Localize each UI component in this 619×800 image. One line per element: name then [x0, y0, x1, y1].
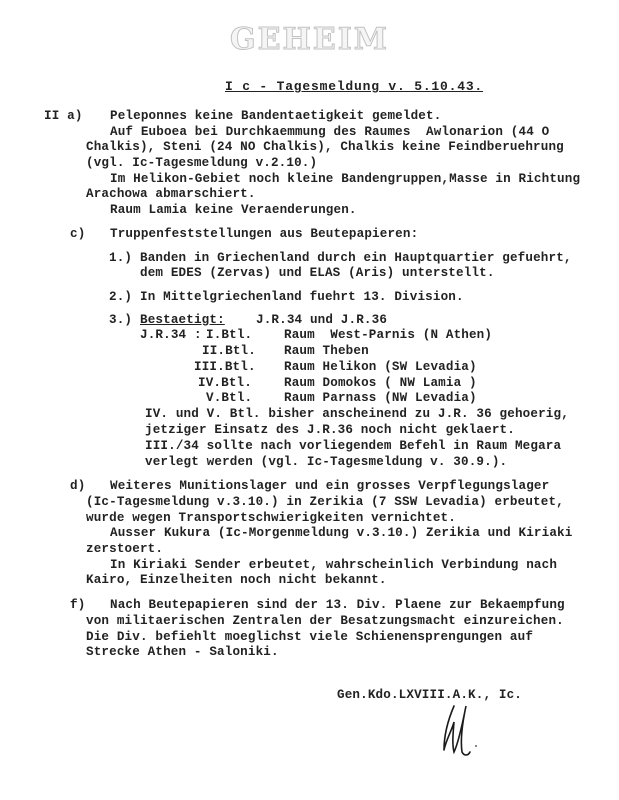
handwritten-signature-icon: [436, 700, 496, 760]
section-d-line: Ausser Kukura (Ic-Morgenmeldung v.3.10.) Zerikia und Kiriaki: [110, 526, 573, 540]
item-1-line: Banden in Griechenland durch ein Hauptquartier gefuehrt,: [140, 251, 572, 265]
battalion-location: Raum Theben: [284, 344, 369, 358]
section-d-line: Weiteres Munitionslager und ein grosses Verpflegungslager: [110, 479, 550, 493]
battalion-name: II.Btl.: [202, 344, 256, 358]
section-d-line: In Kiriaki Sender erbeutet, wahrscheinlich Verbindung nach: [110, 558, 558, 572]
section-d-label: d): [70, 479, 86, 493]
section-a-line: (vgl. Ic-Tagesmeldung v.2.10.): [86, 156, 318, 170]
item-1-label: 1.): [109, 251, 133, 265]
battalion-name: V.Btl.: [206, 391, 253, 405]
battalion-name: IV.Btl.: [198, 376, 252, 390]
secret-stamp: GEHEIM: [230, 22, 389, 57]
section-d-line: Kairo, Einzelheiten noch nicht bekannt.: [86, 573, 387, 587]
battalion-location: Raum Helikon (SW Levadia): [284, 360, 477, 374]
item-3-label: 3.): [109, 313, 133, 327]
section-d-line: zerstoert.: [86, 542, 164, 556]
signature-block: Gen.Kdo.LXVIII.A.K., Ic.: [337, 688, 522, 702]
section-f-line: Die Div. befiehlt moeglichst viele Schienensprengungen auf: [86, 630, 534, 644]
section-f-line: Strecke Athen - Saloniki.: [86, 645, 279, 659]
section-c-heading: Truppenfeststellungen aus Beutepapieren:: [110, 227, 419, 241]
item-3-note: IV. und V. Btl. bisher anscheinend zu J.R. 36 gehoerig,: [145, 407, 569, 421]
item-2-label: 2.): [109, 290, 133, 304]
battalion-location: Raum Parnass (NW Levadia): [284, 391, 477, 405]
section-a-line: Auf Euboea bei Durchkaemmung des Raumes Awlonarion (44 O: [110, 125, 550, 139]
battalion-name: I.Btl.: [206, 328, 253, 342]
battalion-location: Raum Domokos ( NW Lamia ): [284, 376, 477, 390]
section-a-line: Peleponnes keine Bandentaetigkeit gemeldet.: [110, 109, 442, 123]
section-a-line: Raum Lamia keine Veraenderungen.: [110, 203, 357, 217]
section-f-label: f): [70, 598, 86, 612]
section-f-line: Nach Beutepapieren sind der 13. Div. Plaene zur Bekaempfung: [110, 598, 565, 612]
item-3-note: verlegt werden (vgl. Ic-Tagesmeldung v. 30.9.).: [145, 455, 508, 469]
battalion-location: Raum West-Parnis (N Athen): [284, 328, 493, 342]
section-a-line: Chalkis), Steni (24 NO Chalkis), Chalkis keine Feindberuehrung: [86, 140, 564, 154]
section-a-line: Arachowa abmarschiert.: [86, 187, 256, 201]
section-d-line: (Ic-Tagesmeldung v.3.10.) in Zerikia (7 SSW Levadia) erbeutet,: [86, 495, 564, 509]
regiment-label: J.R.34 :: [140, 328, 202, 342]
section-c-label: c): [70, 227, 86, 241]
battalion-name: III.Btl.: [194, 360, 256, 374]
document-title: I c - Tagesmeldung v. 5.10.43.: [225, 79, 484, 94]
item-2-text: In Mittelgriechenland fuehrt 13. Division.: [140, 290, 464, 304]
item-3-confirmed: Bestaetigt:: [140, 313, 225, 327]
item-3-note: jetziger Einsatz des J.R.36 noch nicht geklaert.: [145, 423, 515, 437]
section-f-line: von militaerischen Zentralen der Besatzungsmacht einzureichen.: [86, 614, 564, 628]
section-ii-a-label: II a): [44, 109, 83, 123]
section-d-line: wurde wegen Transportschwierigkeiten vernichtet.: [86, 511, 456, 525]
item-3-note: III./34 sollte nach vorliegendem Befehl in Raum Megara: [145, 439, 562, 453]
section-a-line: Im Helikon-Gebiet noch kleine Bandengruppen,Masse in Richtung: [110, 172, 581, 186]
item-1-line: dem EDES (Zervas) und ELAS (Aris) unterstellt.: [140, 266, 495, 280]
item-3-units: J.R.34 und J.R.36: [256, 313, 388, 327]
